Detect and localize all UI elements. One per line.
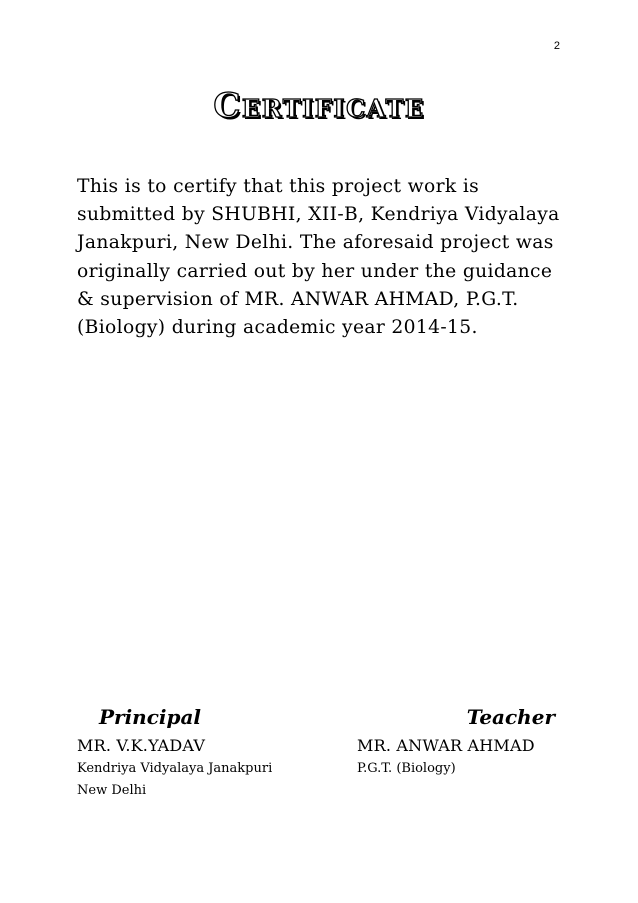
principal-name: MR. V.K.YADAV	[77, 736, 206, 755]
teacher-role-label: Teacher	[466, 705, 555, 729]
teacher-signature-block	[357, 702, 587, 780]
principal-role-label: Principal	[99, 705, 202, 729]
certificate-body-text: This is to certify that this project work is submitted by SHUBHI, XII-B, Kendriya Vidyalaya Janakpuri, New Delhi. The aforesaid project was originally carried out by her under the guidance & supervision of MR. ANWAR AHMAD, P.G.T. (Biology) during academic year 2014-15.	[77, 176, 560, 339]
principal-signature-block	[77, 702, 347, 802]
page-number: 2	[553, 40, 560, 52]
teacher-designation: P.G.T. (Biology)	[357, 761, 456, 776]
teacher-name: MR. ANWAR AHMAD	[357, 736, 535, 755]
principal-school: Kendriya Vidyalaya Janakpuri	[77, 761, 273, 776]
principal-city: New Delhi	[77, 783, 147, 798]
certificate-title: Certificate	[213, 86, 425, 126]
